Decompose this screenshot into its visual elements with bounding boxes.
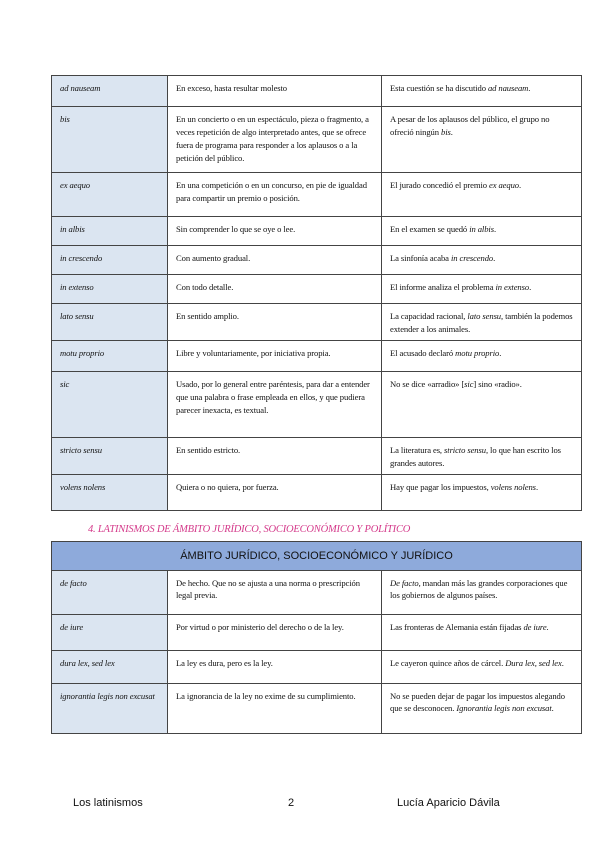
- usage-example: [382, 650, 582, 683]
- latin-term: stricto sensu: [52, 438, 168, 475]
- term-meaning: Libre y voluntariamente, por iniciativa propia.: [168, 341, 382, 372]
- usage-example: [382, 107, 582, 173]
- latin-term: lato sensu: [52, 304, 168, 341]
- section-heading: 4. LATINISMOS DE ÁMBITO JURÍDICO, SOCIOECONÓMICO Y POLÍTICO: [88, 524, 411, 535]
- example-latin: bis: [441, 126, 451, 137]
- example-text: El jurado concedió el premio: [390, 180, 489, 190]
- example-text: Las fronteras de Alemania están fijadas: [390, 621, 524, 632]
- page-number: 2: [288, 797, 295, 809]
- table-header-row: [52, 542, 582, 571]
- table1-body: [52, 76, 582, 511]
- footer-author: Lucía Aparicio Dávila: [397, 797, 500, 809]
- example-text: Le cayeron quince años de cárcel.: [390, 657, 506, 668]
- latin-term: de iure: [52, 614, 168, 650]
- table-row: [52, 475, 582, 511]
- example-latin: in albis: [469, 224, 494, 234]
- table-row: [52, 76, 582, 107]
- example-latin: ex aequo: [489, 180, 519, 190]
- latin-term: de facto: [52, 570, 168, 614]
- usage-example: [382, 341, 582, 372]
- example-text: , también la podemos extender a los animales.: [390, 311, 573, 334]
- table-row: [52, 372, 582, 438]
- example-text: .: [493, 253, 496, 263]
- table-row: [52, 341, 582, 372]
- example-latin: De facto: [390, 577, 419, 588]
- latin-term: bis: [52, 107, 168, 173]
- example-text: El informe analiza el problema: [390, 282, 496, 292]
- table-row: [52, 304, 582, 341]
- term-meaning: En sentido estricto.: [168, 438, 382, 475]
- latinisms-table-legal: [51, 541, 582, 734]
- table2-body: [52, 542, 582, 734]
- usage-example: [382, 438, 582, 475]
- example-latin: lato sensu: [467, 311, 502, 321]
- table-row: [52, 650, 582, 683]
- example-text: .: [518, 180, 522, 190]
- latin-term: ad nauseam: [52, 76, 168, 107]
- table-row: [52, 438, 582, 475]
- example-text: .: [546, 621, 549, 632]
- table-row: [52, 217, 582, 246]
- term-meaning: En un concierto o en un espectáculo, pieza o fragmento, a veces repetición de algo interpretado antes, que se ofrece fuera de programa para responder a los aplausos o a la petición del público.: [168, 107, 382, 173]
- term-meaning: Con aumento gradual.: [168, 246, 382, 275]
- usage-example: [382, 304, 582, 341]
- example-latin: volens nolens: [490, 482, 536, 492]
- usage-example: [382, 614, 582, 650]
- example-text: No se pueden dejar de pagar los impuestos alegando que se desconocen.: [390, 690, 565, 714]
- latin-term: motu proprio: [52, 341, 168, 372]
- latinisms-table-general: [51, 75, 582, 511]
- table-row: [52, 107, 582, 173]
- example-text: En el examen se quedó: [390, 224, 470, 234]
- example-text: .: [535, 482, 538, 492]
- usage-example: [382, 76, 582, 107]
- example-latin: Ignorantia legis non excusat: [456, 703, 552, 714]
- latin-term: in extenso: [52, 275, 168, 304]
- footer-title: Los latinismos: [73, 797, 143, 809]
- usage-example: [382, 275, 582, 304]
- table-row: [52, 570, 582, 614]
- table-row: [52, 683, 582, 733]
- example-latin: de iure: [523, 621, 547, 632]
- example-text: La sinfonía acaba: [390, 253, 451, 263]
- example-text: .: [450, 126, 453, 137]
- table-row: [52, 173, 582, 217]
- latin-term: dura lex, sed lex: [52, 650, 168, 683]
- latin-term: in crescendo: [52, 246, 168, 275]
- table-row: [52, 246, 582, 275]
- example-text: La literatura es,: [390, 445, 445, 455]
- example-latin: in crescendo: [450, 253, 494, 263]
- example-text: .: [551, 703, 554, 714]
- term-meaning: Quiera o no quiera, por fuerza.: [168, 475, 382, 511]
- usage-example: [382, 372, 582, 438]
- table-row: [52, 614, 582, 650]
- usage-example: [382, 683, 582, 733]
- term-meaning: Con todo detalle.: [168, 275, 382, 304]
- term-meaning: En una competición o en un concurso, en pie de igualdad para compartir un premio o posición.: [168, 173, 382, 217]
- example-text: Hay que pagar los impuestos,: [390, 482, 491, 492]
- term-meaning: En exceso, hasta resultar molesto: [168, 76, 382, 107]
- example-text: .: [493, 224, 496, 234]
- term-meaning: Sin comprender lo que se oye o lee.: [168, 217, 382, 246]
- example-text: No se dice «arradio» [: [390, 379, 465, 389]
- usage-example: [382, 246, 582, 275]
- usage-example: [382, 570, 582, 614]
- example-latin: stricto sensu: [444, 445, 486, 455]
- example-text: , mandan más las grandes corporaciones que los gobiernos de algunos países.: [390, 577, 568, 601]
- example-text: La capacidad racional,: [390, 311, 468, 321]
- usage-example: [382, 475, 582, 511]
- example-text: ] sino «radio».: [473, 379, 522, 389]
- example-latin: ad nauseam: [487, 83, 529, 93]
- example-text: , lo que han escrito los grandes autores.: [390, 445, 561, 468]
- example-latin: Dura lex, sed lex: [505, 657, 562, 668]
- latin-term: in albis: [52, 217, 168, 246]
- example-text: .: [561, 657, 564, 668]
- term-meaning: Usado, por lo general entre paréntesis, para dar a entender que una palabra o frase empleada en ellos, y que pudiera parecer inexacta, es textual.: [168, 372, 382, 438]
- term-meaning: De hecho. Que no se ajusta a una norma o prescripción legal previa.: [168, 570, 382, 614]
- latin-term: ignorantia legis non excusat: [52, 683, 168, 733]
- example-latin: in extenso: [495, 282, 530, 292]
- example-text: .: [529, 282, 532, 292]
- term-meaning: La ley es dura, pero es la ley.: [168, 650, 382, 683]
- example-text: El acusado declaró: [390, 348, 456, 358]
- term-meaning: La ignorancia de la ley no exime de su cumplimiento.: [168, 683, 382, 733]
- usage-example: [382, 217, 582, 246]
- example-text: .: [499, 348, 502, 358]
- example-text: A pesar de los aplausos del público, el grupo no ofreció ningún: [390, 114, 550, 137]
- example-latin: sic: [464, 379, 474, 389]
- latin-term: volens nolens: [52, 475, 168, 511]
- latin-term: ex aequo: [52, 173, 168, 217]
- example-text: .: [528, 83, 531, 93]
- example-text: Esta cuestión se ha discutido: [390, 83, 488, 93]
- example-latin: motu proprio: [455, 348, 500, 358]
- table-row: [52, 275, 582, 304]
- term-meaning: En sentido amplio.: [168, 304, 382, 341]
- term-meaning: Por virtud o por ministerio del derecho o de la ley.: [168, 614, 382, 650]
- usage-example: [382, 173, 582, 217]
- latin-term: sic: [52, 372, 168, 438]
- table-header: ÁMBITO JURÍDICO, SOCIOECONÓMICO Y JURÍDICO: [52, 542, 582, 571]
